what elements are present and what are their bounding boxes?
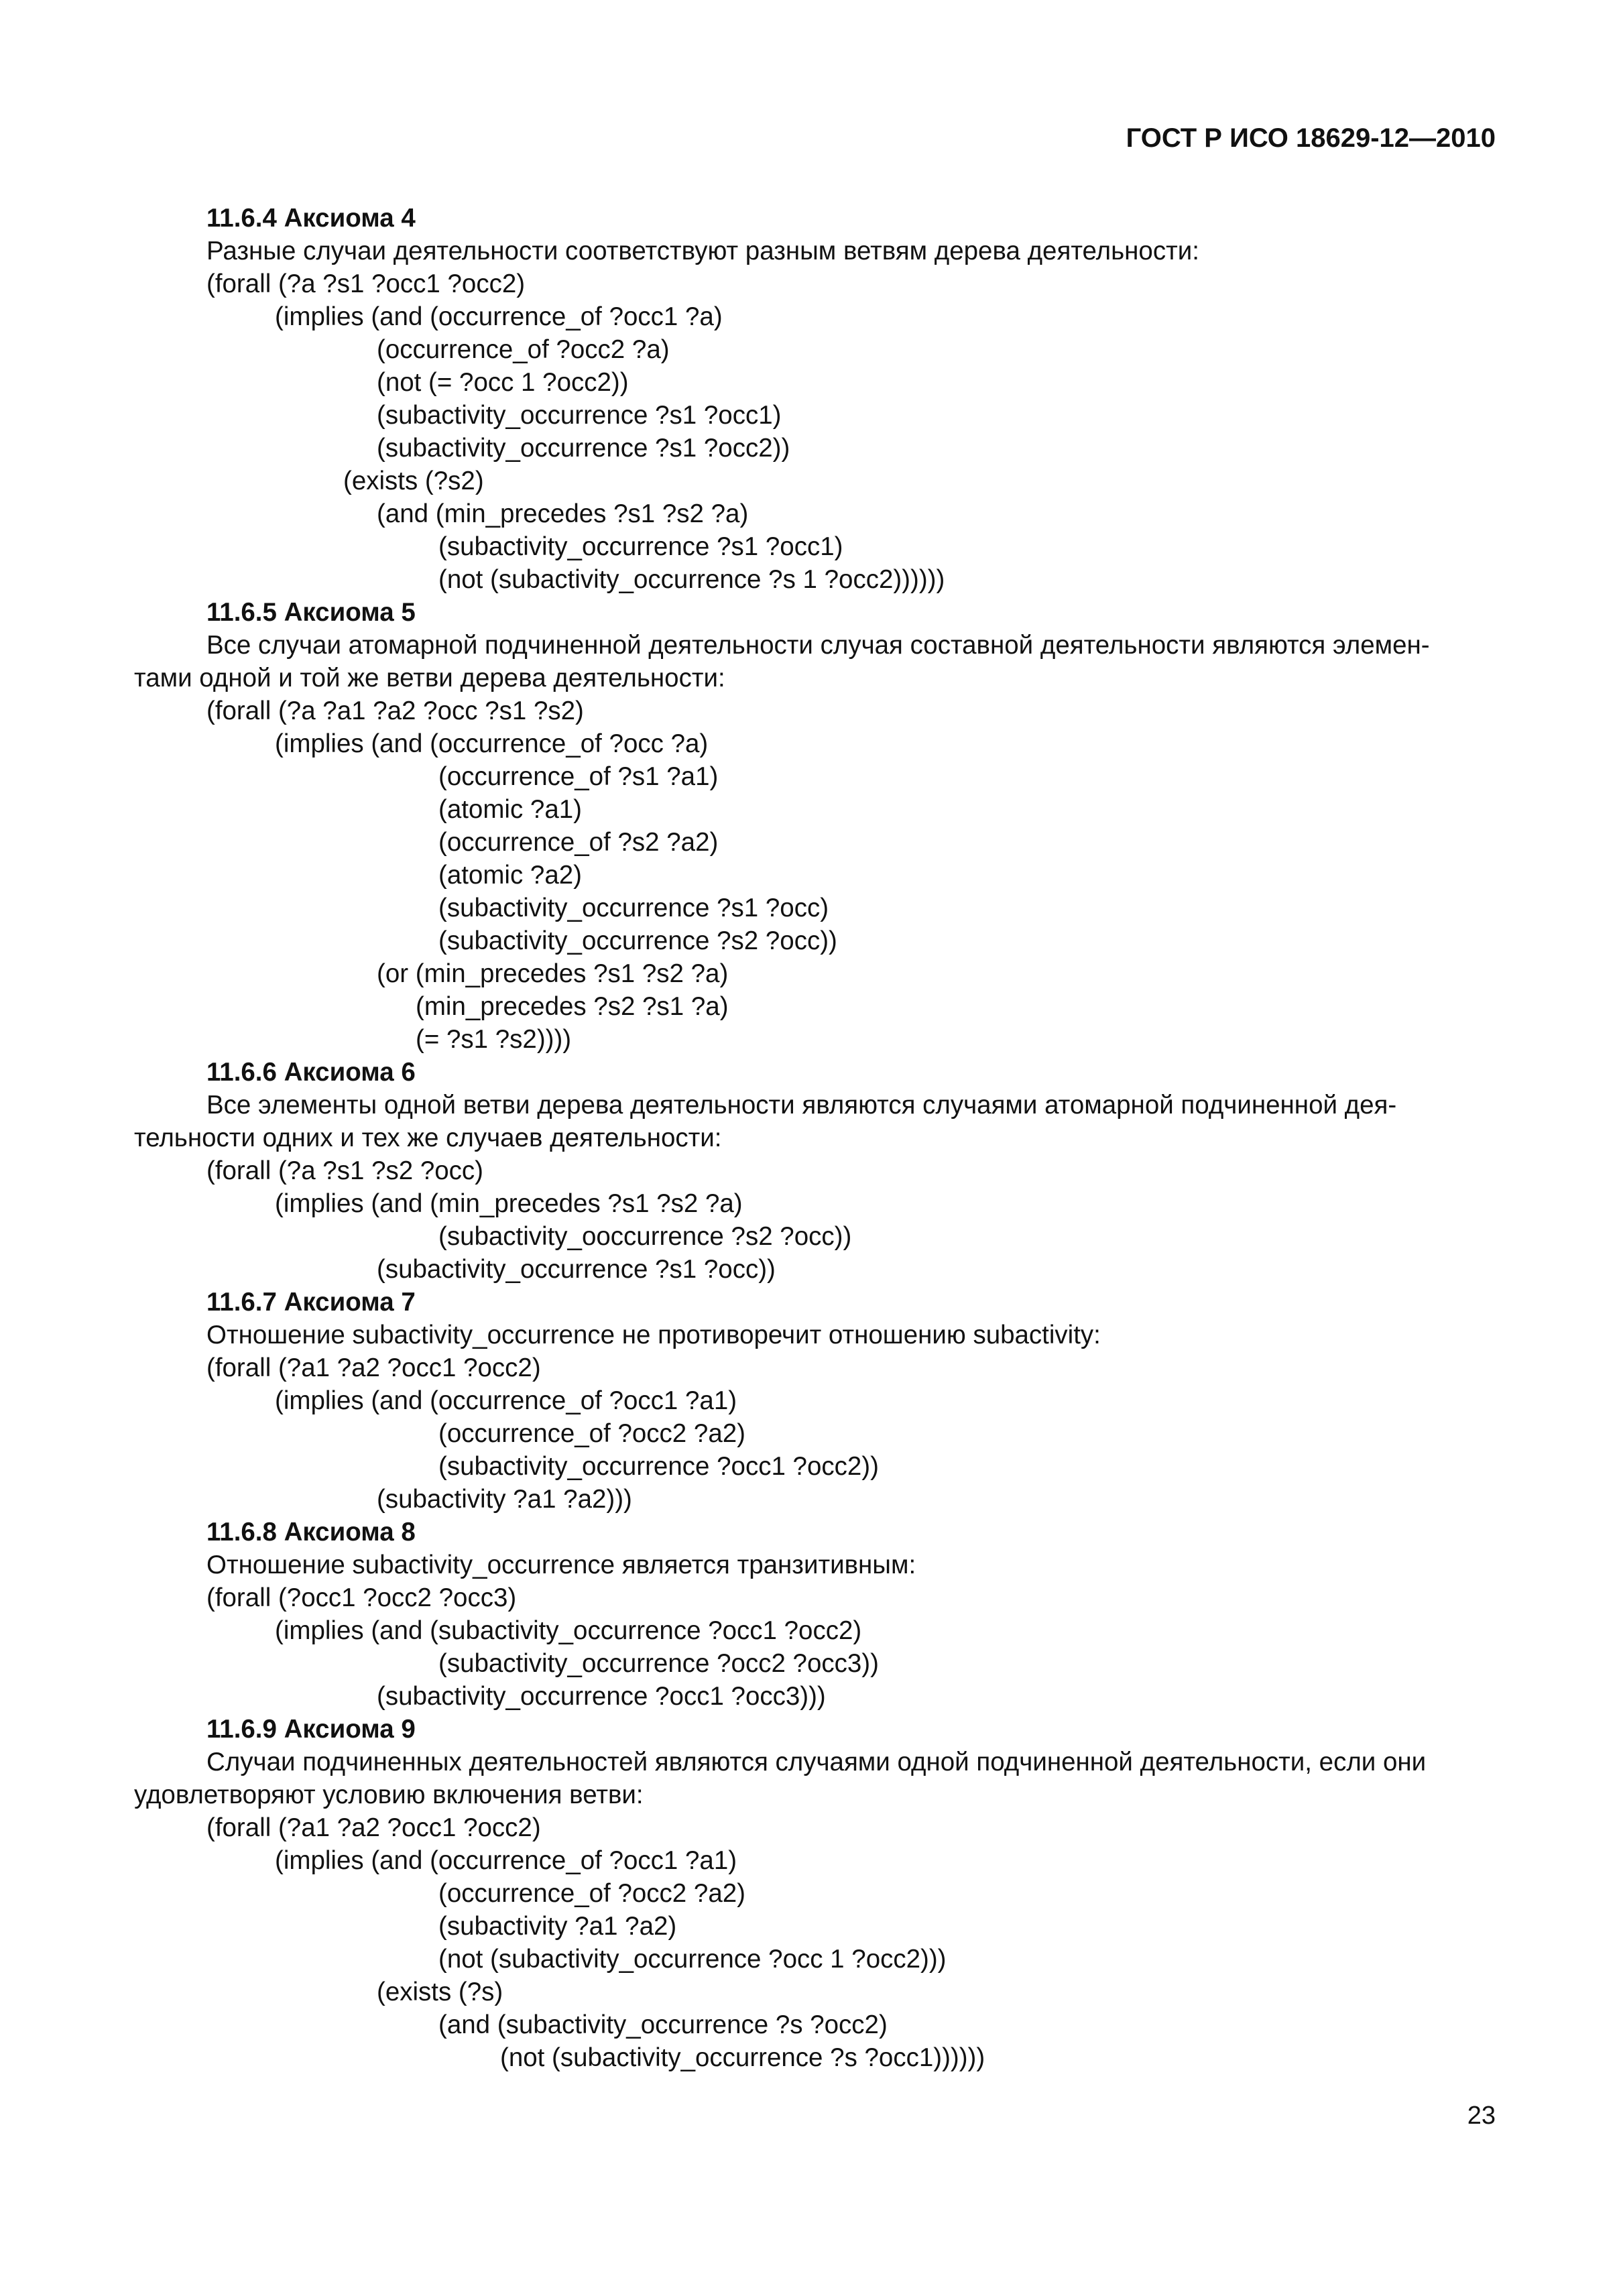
body-line: Все элементы одной ветви дерева деятельности являются случаями атомарной подчиненной дея- <box>206 1091 1397 1120</box>
formula-line: (occurrence_of ?occ2 ?a2) <box>438 1419 745 1448</box>
formula-line: (subactivity_occurrence ?s1 ?occ)) <box>377 1255 776 1284</box>
body-line: Отношение subactivity_occurrence является транзитивным: <box>206 1551 916 1579</box>
formula-line: (not (= ?occ 1 ?occ2)) <box>377 368 629 397</box>
formula-line: (occurrence_of ?s2 ?a2) <box>438 828 719 857</box>
formula-line: (subactivity ?a1 ?a2))) <box>377 1485 632 1514</box>
body-line: Отношение subactivity_occurrence не противоречит отношению subactivity: <box>206 1321 1101 1349</box>
body-line: Разные случаи деятельности соответствуют разным ветвям дерева деятельности: <box>206 237 1199 265</box>
formula-line: (min_precedes ?s2 ?s1 ?a) <box>416 992 729 1021</box>
body-line: тами одной и той же ветви дерева деятельности: <box>134 664 725 692</box>
formula-line: (occurrence_of ?occ2 ?a2) <box>438 1879 745 1908</box>
formula-line: (implies (and (occurrence_of ?occ1 ?a) <box>275 302 723 331</box>
formula-line: (= ?s1 ?s2)))) <box>416 1025 572 1054</box>
formula-line: (exists (?s2) <box>343 467 484 495</box>
formula-line: (forall (?a ?s1 ?occ1 ?occ2) <box>206 269 526 298</box>
section-heading-11-6-9: 11.6.9 Аксиома 9 <box>206 1715 416 1744</box>
formula-line: (not (subactivity_occurrence ?s ?occ1)))))) <box>500 2043 985 2072</box>
formula-line: (implies (and (occurrence_of ?occ1 ?a1) <box>275 1846 737 1875</box>
formula-line: (occurrence_of ?s1 ?a1) <box>438 762 719 791</box>
formula-line: (atomic ?a2) <box>438 861 582 890</box>
formula-line: (forall (?a ?a1 ?a2 ?occ ?s1 ?s2) <box>206 697 584 725</box>
body-line: Все случаи атомарной подчиненной деятельности случая составной деятельности являются элемен- <box>206 631 1430 660</box>
standard-header: ГОСТ Р ИСО 18629-12—2010 <box>1126 123 1496 153</box>
formula-line: (and (min_precedes ?s1 ?s2 ?a) <box>377 499 749 528</box>
formula-line: (subactivity_occurrence ?s1 ?occ) <box>438 894 829 922</box>
formula-line: (subactivity_occurrence ?occ1 ?occ2)) <box>438 1452 879 1481</box>
formula-line: (subactivity_occurrence ?s2 ?occ)) <box>438 926 837 955</box>
formula-line: (subactivity_occurrence ?s1 ?occ2)) <box>377 434 790 463</box>
formula-line: (subactivity_occurrence ?s1 ?occ1) <box>438 532 843 561</box>
formula-line: (forall (?occ1 ?occ2 ?occ3) <box>206 1583 517 1612</box>
formula-line: (atomic ?a1) <box>438 795 582 824</box>
body-line: Случаи подчиненных деятельностей являются случаями одной подчиненной деятельности, если они <box>206 1748 1427 1776</box>
section-heading-11-6-4: 11.6.4 Аксиома 4 <box>206 204 416 233</box>
formula-line: (exists (?s) <box>377 1978 503 2006</box>
formula-line: (forall (?a ?s1 ?s2 ?occ) <box>206 1156 483 1185</box>
formula-line: (not (subactivity_occurrence ?occ 1 ?occ2))) <box>438 1945 947 1974</box>
formula-line: (implies (and (occurrence_of ?occ ?a) <box>275 729 709 758</box>
formula-line: (forall (?a1 ?a2 ?occ1 ?occ2) <box>206 1353 541 1382</box>
formula-line: (subactivity_ooccurrence ?s2 ?occ)) <box>438 1222 852 1251</box>
page-number: 23 <box>1467 2102 1496 2130</box>
formula-line: (forall (?a1 ?a2 ?occ1 ?occ2) <box>206 1813 541 1842</box>
section-heading-11-6-5: 11.6.5 Аксиома 5 <box>206 598 416 627</box>
formula-line: (subactivity ?a1 ?a2) <box>438 1912 677 1941</box>
formula-line: (implies (and (subactivity_occurrence ?occ1 ?occ2) <box>275 1616 862 1645</box>
formula-line: (or (min_precedes ?s1 ?s2 ?a) <box>377 959 729 988</box>
formula-line: (subactivity_occurrence ?occ2 ?occ3)) <box>438 1649 879 1678</box>
formula-line: (not (subactivity_occurrence ?s 1 ?occ2)))))) <box>438 565 945 594</box>
body-line: тельности одних и тех же случаев деятельности: <box>134 1124 722 1152</box>
section-heading-11-6-6: 11.6.6 Аксиома 6 <box>206 1058 416 1087</box>
formula-line: (subactivity_occurrence ?occ1 ?occ3))) <box>377 1682 826 1711</box>
section-heading-11-6-8: 11.6.8 Аксиома 8 <box>206 1518 416 1547</box>
formula-line: (and (subactivity_occurrence ?s ?occ2) <box>438 2010 888 2039</box>
section-heading-11-6-7: 11.6.7 Аксиома 7 <box>206 1288 416 1317</box>
body-line: удовлетворяют условию включения ветви: <box>134 1780 644 1809</box>
formula-line: (subactivity_occurrence ?s1 ?occ1) <box>377 401 782 430</box>
formula-line: (implies (and (occurrence_of ?occ1 ?a1) <box>275 1386 737 1415</box>
formula-line: (implies (and (min_precedes ?s1 ?s2 ?a) <box>275 1189 743 1218</box>
formula-line: (occurrence_of ?occ2 ?a) <box>377 335 670 364</box>
